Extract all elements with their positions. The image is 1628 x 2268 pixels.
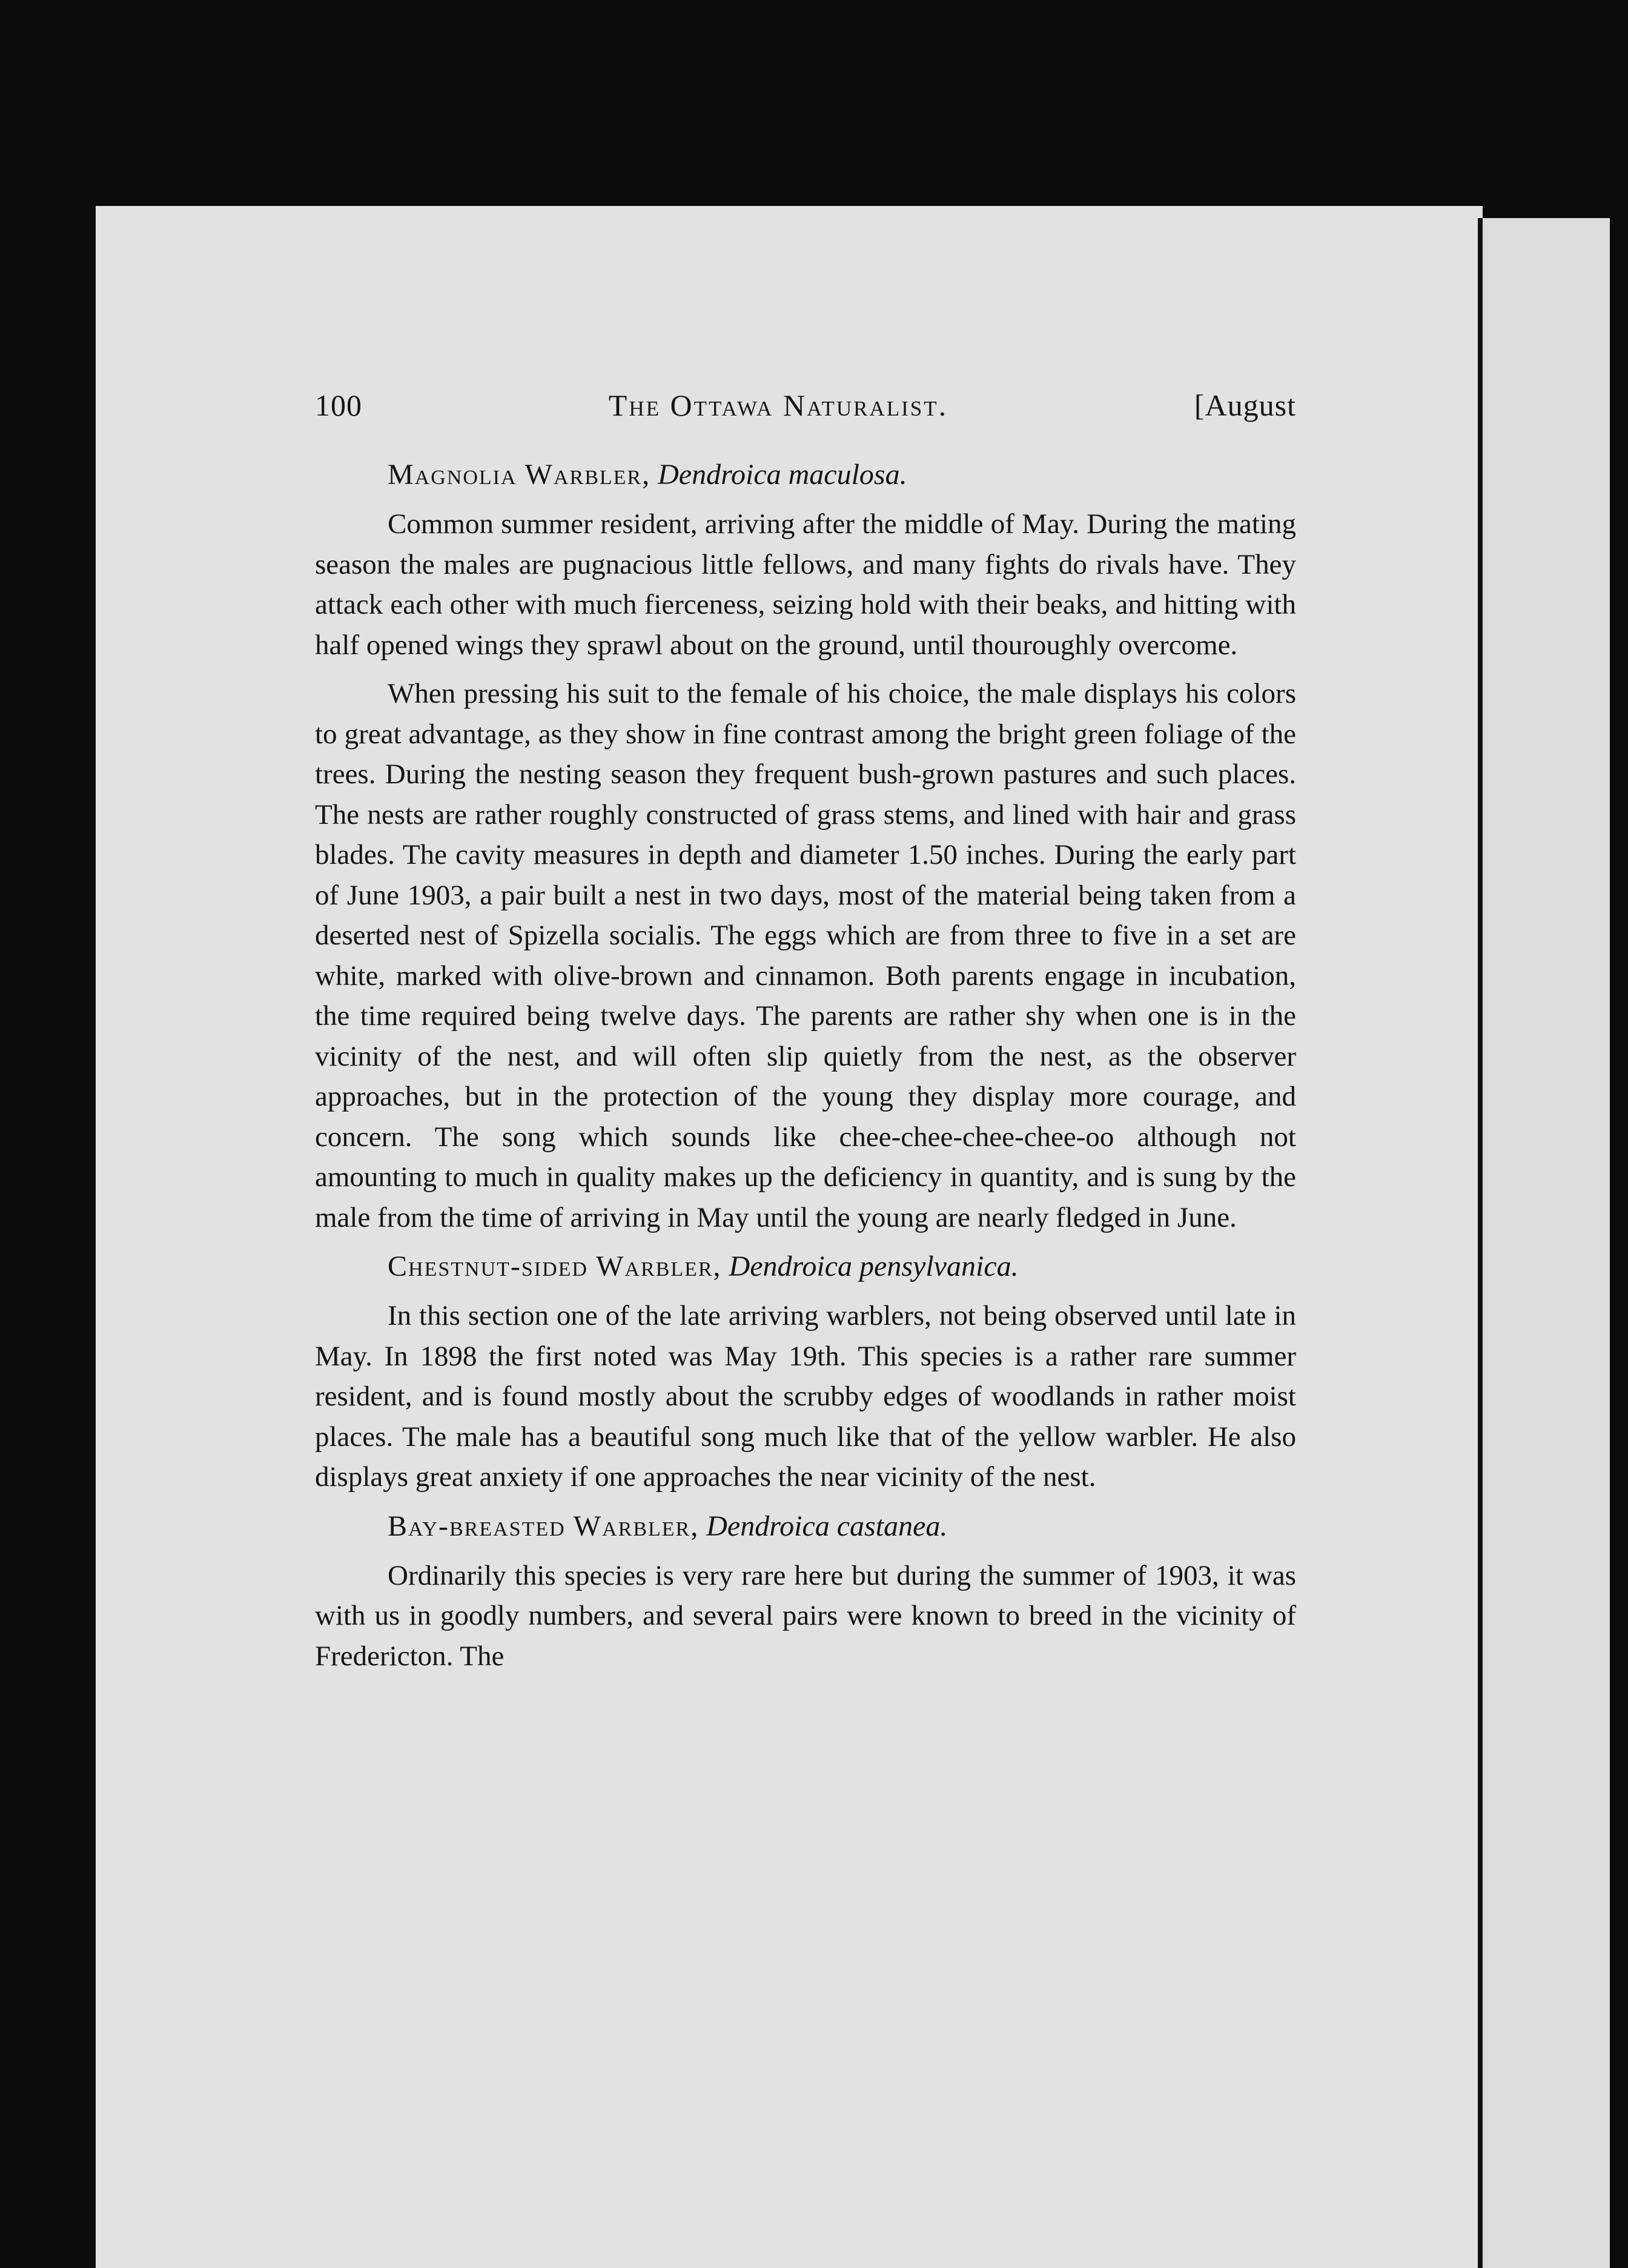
section-heading-bay-breasted	[315, 1506, 1296, 1547]
paragraph: Ordinarily this species is very rare here but during the summer of 1903, it was with us in goodly numbers, and several pairs were known to breed in the vicinity of Fredericton. The	[315, 1559, 1296, 1672]
paragraph: Common summer resident, arriving after the middle of May. During the mating season the males are pugnacious little fellows, and many fights do rivals have. They attack each other with much fierceness, seizing hold with their beaks, and hitting with half opened wings they sprawl about on the ground, until thouroughly overcome.	[315, 508, 1296, 661]
page-number: 100	[315, 388, 362, 422]
facing-page-edge	[1483, 218, 1610, 2268]
latin-name: Dendroica pensylvanica.	[729, 1250, 1019, 1282]
journal-title: The Ottawa Naturalist.	[608, 388, 948, 422]
paragraph: In this section one of the late arriving warblers, not being observed until late in May. In 1898 the first noted was May 19th. This species is a rather rare summer resident, and is found mostly about the scrubby edges of woodlands in rather moist places. The male has a beautiful song much like that of the yellow warbler. He also displays great anxiety if one approaches the near vicinity of the nest.	[315, 1300, 1296, 1493]
month-label: [August	[1194, 388, 1296, 422]
running-head	[315, 388, 1296, 423]
latin-name: Dendroica castanea.	[706, 1510, 948, 1542]
page-content	[315, 388, 1296, 1685]
paragraph: When pressing his suit to the female of his choice, the male displays his colors to great advantage, as they show in fine contrast among the bright green foliage of the trees. During the nesting season they frequent bush-grown pastures and such places. The nests are rather roughly constructed of grass stems, and lined with hair and grass blades. The cavity measures in depth and diameter 1.50 inches. During the early part of June 1903, a pair built a nest in two days, most of the material being taken from a deserted nest of Spizella socialis. The eggs which are from three to five in a set are white, marked with olive-brown and cinnamon. Both parents engage in incubation, the time required being twelve days. The parents are rather shy when one is in the vicinity of the nest, and will often slip quietly from the nest, as the observer approaches, but in the protection of the young they display more courage, and concern. The song which sounds like chee-chee-chee-chee-oo although not amounting to much in quality makes up the deficiency in quantity, and is sung by the male from the time of arriving in May until the young are nearly fledged in June.	[315, 678, 1296, 1233]
section-heading-chestnut-sided	[315, 1246, 1296, 1287]
latin-name: Dendroica maculosa.	[658, 459, 907, 491]
common-name: Magnolia Warbler,	[388, 459, 651, 491]
common-name: Bay-breasted Warbler,	[388, 1510, 700, 1542]
section-heading-magnolia	[315, 454, 1296, 496]
common-name: Chestnut-sided Warbler,	[388, 1250, 722, 1282]
